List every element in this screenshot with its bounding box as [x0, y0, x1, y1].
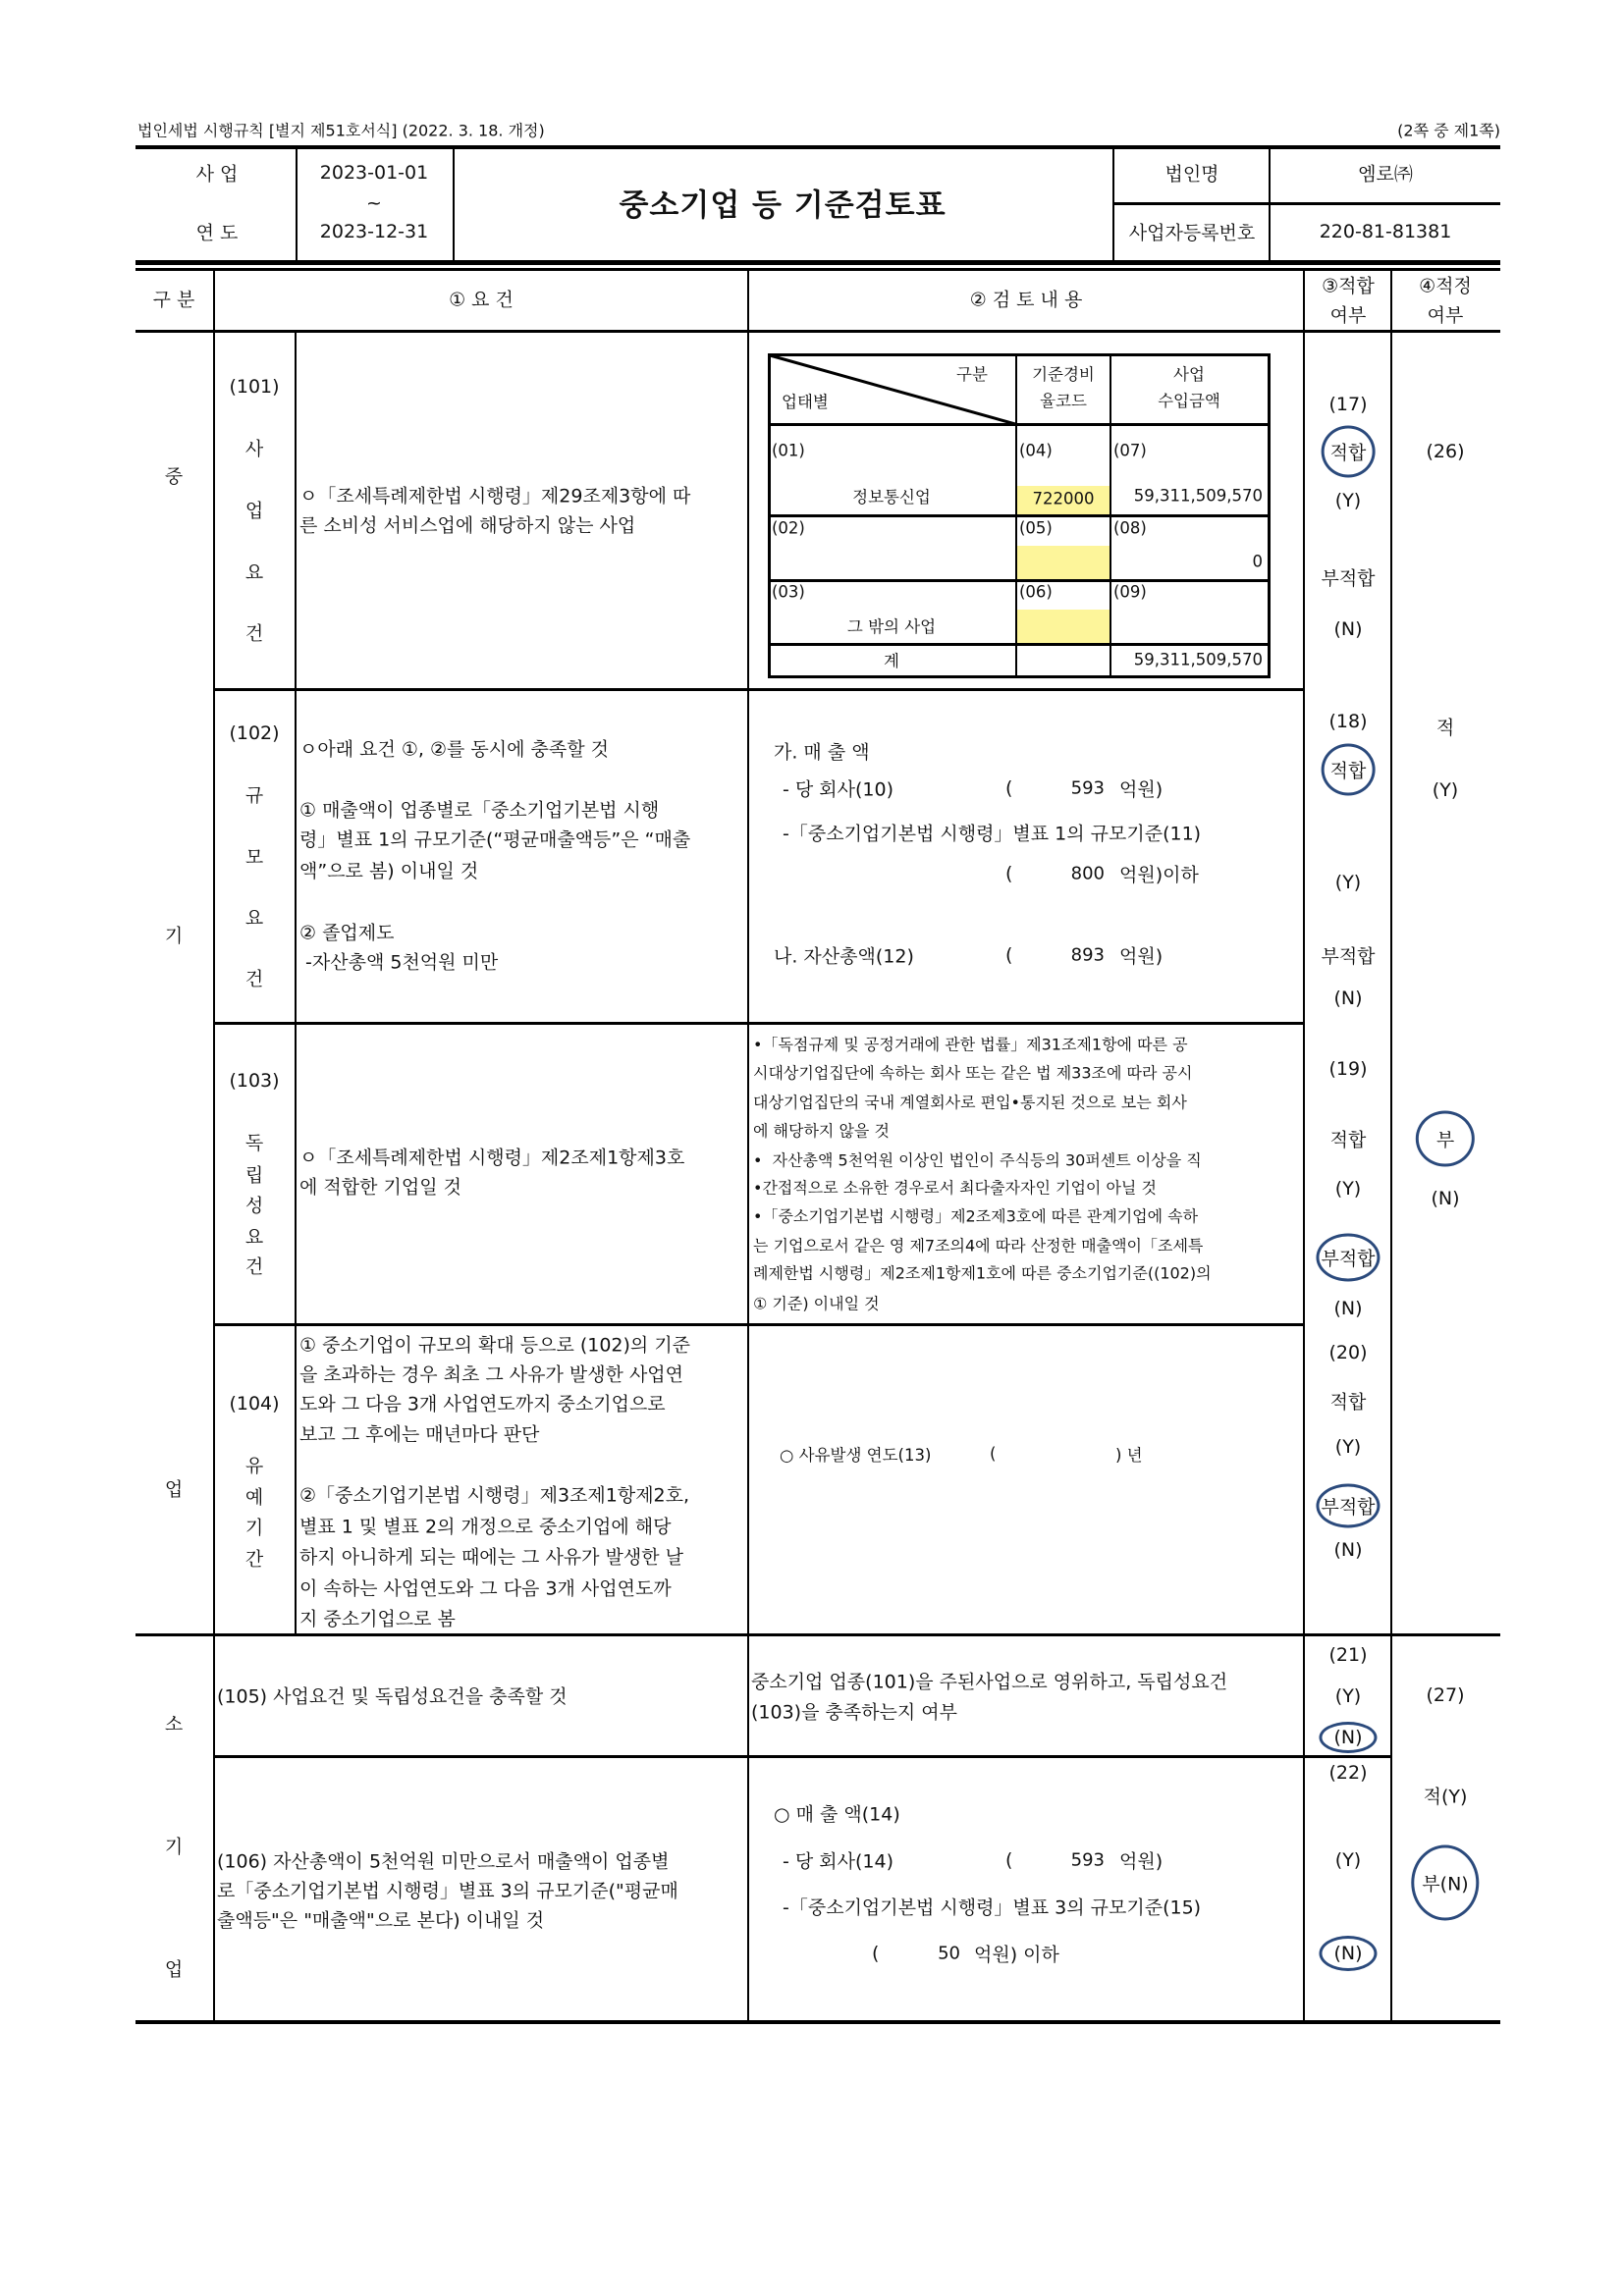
requirement-text: 출액등"은 "매출액"으로 본다) 이내일 것: [217, 1909, 545, 1932]
row-label-char: 요: [244, 907, 264, 930]
row-code: (101): [229, 376, 280, 398]
requirement-text: 이 속하는 사업연도와 그 다음 3개 사업연도까: [299, 1577, 672, 1600]
row-label-char: 독: [244, 1132, 264, 1154]
requirement-text: 하지 아니하게 되는 때에는 그 사유가 발생한 날: [299, 1546, 684, 1569]
period-end: 2023-12-31: [319, 221, 429, 242]
row-code: (104): [229, 1393, 280, 1415]
proper-no: (27): [1426, 1684, 1465, 1706]
fit-no-option[interactable]: 부적합: [1321, 567, 1376, 590]
criteria-label: -「중소기업기본법 시행령」별표 3의 규모기준(15): [783, 1896, 1202, 1919]
reg-no-label: 사업자등록번호: [1128, 222, 1256, 244]
requirement-text: ㅇ「조세특례제한법 시행령」제2조제1항제3호: [299, 1147, 685, 1169]
requirement-text: ㅇ아래 요건 ①, ②를 동시에 충족할 것: [299, 738, 609, 761]
review-text: •「중소기업기본법 시행령」제2조제3호에 따른 관계기업에 속하: [753, 1206, 1199, 1226]
requirement-text: 을 초과하는 경우 최초 그 사유가 발생한 사업연: [299, 1363, 684, 1386]
col-proper-2: 여부: [1427, 304, 1464, 327]
row-label-char: 간: [244, 1548, 264, 1571]
industry-name: 정보통신업: [852, 488, 931, 507]
cell-no: (06): [1019, 582, 1053, 602]
cell-no: (03): [772, 582, 805, 602]
fit-no: (17): [1328, 394, 1368, 415]
requirement-text: 른 소비성 서비스업에 해당하지 않는 사업: [299, 514, 636, 537]
period-start: 2023-01-01: [319, 162, 429, 184]
fit-y: (Y): [1334, 490, 1362, 511]
review-text: 례제한법 시행령」제2조제1항제1호에 따른 중소기업기준((102)의: [753, 1263, 1212, 1283]
row-label-char: 예: [244, 1486, 264, 1509]
col-fit-2: 여부: [1329, 304, 1367, 327]
requirement-text: 보고 그 후에는 매년마다 판단: [299, 1423, 540, 1446]
row-label-char: 요: [244, 561, 264, 584]
requirement-text: 지 중소기업으로 봄: [299, 1608, 456, 1630]
cell-no: (05): [1019, 518, 1053, 538]
fit-n: (N): [1333, 988, 1363, 1009]
review-text: •「독점규제 및 공정거래에 관한 법률」제31조제1항에 따른 공: [753, 1035, 1188, 1054]
fit-no: (20): [1328, 1342, 1368, 1363]
fit-no-selected[interactable]: 부적합: [1316, 1234, 1380, 1282]
revenue-amount: 59,311,509,570: [1133, 486, 1263, 506]
requirement-text: ㅇ「조세특례제한법 시행령」제29조제3항에 따: [299, 485, 691, 507]
unit: 억원) 이하: [974, 1944, 1059, 1966]
paren: (: [1005, 1849, 1013, 1871]
category-char: 업: [164, 1958, 184, 1981]
criteria-label: -「중소기업기본법 시행령」별표 1의 규모기준(11): [783, 823, 1202, 845]
period-tilde: ~: [366, 192, 382, 214]
proper-n: (N): [1431, 1188, 1460, 1209]
company-sales-label: - 당 회사(10): [783, 778, 893, 801]
fit-no: (19): [1328, 1058, 1368, 1080]
review-text: (103)을 충족하는지 여부: [751, 1701, 958, 1724]
grace-year-label: ○ 사유발생 연도(13): [780, 1446, 932, 1465]
row-label-char: 규: [244, 784, 264, 807]
proper-yes[interactable]: 적(Y): [1423, 1786, 1468, 1808]
paren: (: [990, 1444, 997, 1464]
review-text: 시대상기업집단에 속하는 회사 또는 같은 법 제33조에 따라 공시: [753, 1063, 1193, 1083]
cell-no: (09): [1113, 582, 1147, 602]
col-gubun: 구 분: [152, 289, 195, 311]
proper-no-selected[interactable]: 부(N): [1411, 1845, 1479, 1921]
industry-code: 722000: [1032, 489, 1095, 508]
proper-y: (Y): [1432, 779, 1459, 801]
unit: 억원)이하: [1119, 864, 1199, 886]
fit-n-selected[interactable]: (N): [1319, 1722, 1377, 1753]
requirement-text: ② 졸업제도: [299, 922, 395, 944]
review-text: •간접적으로 소유한 경우로서 최다출자자인 기업이 아닐 것: [753, 1178, 1157, 1198]
fit-y-option[interactable]: (Y): [1334, 1685, 1362, 1707]
company-sales-label: - 당 회사(14): [783, 1850, 893, 1873]
requirement-text: 도와 그 다음 3개 사업연도까지 중소기업으로: [299, 1393, 666, 1415]
requirement-text: -자산총액 5천억원 미만: [299, 951, 499, 974]
head-gubun: 구분: [956, 365, 988, 384]
fit-no-selected[interactable]: 부적합: [1316, 1484, 1380, 1528]
head-code: 기준경비: [1032, 365, 1095, 384]
requirement-text: ① 매출액이 업종별로「중소기업기본법 시행: [299, 799, 660, 822]
fit-yes-selected[interactable]: 적합: [1322, 426, 1376, 478]
fit-n-selected[interactable]: (N): [1319, 1936, 1377, 1971]
review-text: ① 기준) 이내일 것: [753, 1294, 880, 1313]
corp-name-label: 법인명: [1164, 163, 1219, 186]
fit-no: (18): [1328, 711, 1368, 732]
total-amount: 59,311,509,570: [1133, 650, 1263, 669]
head-code-2: 율코드: [1040, 392, 1087, 410]
fit-y: (Y): [1334, 872, 1362, 893]
row-label-char: 요: [244, 1226, 264, 1249]
requirement-text: 에 적합한 기업일 것: [299, 1176, 461, 1199]
company-sales-value: 593: [1070, 777, 1105, 799]
unit: 억원): [1119, 945, 1164, 968]
category-char: 중: [164, 465, 184, 488]
row-label-char: 건: [244, 968, 264, 990]
fit-y: (Y): [1334, 1436, 1362, 1458]
paren: (: [872, 1943, 880, 1964]
row-code: (103): [229, 1070, 280, 1092]
cell-no: (08): [1113, 518, 1147, 538]
fit-n: (N): [1333, 1298, 1363, 1319]
requirement-text: ②「중소기업기본법 시행령」제3조제1항제2호,: [299, 1484, 690, 1507]
review-text: 대상기업집단의 국내 계열회사로 편입•통지된 것으로 보는 회사: [753, 1093, 1187, 1112]
assets-label: 나. 자산총액(12): [774, 945, 914, 968]
cell-no: (04): [1019, 441, 1053, 460]
row-label-char: 업: [244, 500, 264, 522]
requirement-text: ① 중소기업이 규모의 확대 등으로 (102)의 기준: [299, 1334, 691, 1357]
row-label-char: 유: [244, 1455, 264, 1477]
fit-yes-option[interactable]: 적합: [1329, 1391, 1367, 1414]
total-label: 계: [884, 652, 899, 670]
head-amount-2: 수입금액: [1158, 392, 1220, 410]
corp-name: 엠로㈜: [1358, 163, 1413, 186]
fit-n: (N): [1333, 618, 1363, 640]
col-proper: ④적정: [1419, 275, 1472, 297]
fit-yes-selected[interactable]: 적합: [1322, 744, 1376, 796]
assets-value: 893: [1070, 944, 1105, 966]
fit-y: (Y): [1334, 1178, 1362, 1200]
review-text: 에 해당하지 않을 것: [753, 1121, 890, 1141]
category-char: 소: [164, 1713, 184, 1735]
review-text: 중소기업 업종(101)을 주된사업으로 영위하고, 독립성요건: [751, 1671, 1228, 1693]
row-label-char: 성: [244, 1195, 264, 1217]
sales-title: ○ 매 출 액(14): [774, 1803, 900, 1826]
head-amount: 사업: [1173, 365, 1205, 384]
cell-no: (02): [772, 518, 805, 538]
head-type: 업태별: [782, 393, 829, 411]
category-char: 기: [164, 925, 184, 947]
paren: (: [1005, 944, 1013, 966]
industry-name: 그 밖의 사업: [846, 617, 937, 636]
cell-no: (07): [1113, 441, 1147, 460]
review-text: 는 기업으로서 같은 영 제7조의4에 따라 산정한 매출액이「조세특: [753, 1236, 1204, 1255]
cell-no: (01): [772, 441, 805, 460]
fit-no-option[interactable]: 부적합: [1321, 945, 1376, 968]
col-fit: ③적합: [1322, 275, 1375, 297]
category-char: 기: [164, 1836, 184, 1858]
unit: 억원): [1119, 778, 1164, 801]
business-year-label-2: 연 도: [195, 222, 239, 244]
page-info: (2쪽 중 제1쪽): [1397, 121, 1500, 140]
fit-n: (N): [1333, 1539, 1363, 1561]
requirement-text: 별표 1 및 별표 2의 개정으로 중소기업에 해당: [299, 1516, 672, 1538]
company-sales-value: 593: [1070, 1849, 1105, 1871]
col-requirement: ① 요 건: [449, 289, 514, 311]
revenue-amount: 0: [1252, 552, 1263, 571]
row-label-char: 기: [244, 1517, 264, 1539]
proper-no: (26): [1426, 441, 1465, 462]
proper-yes[interactable]: 적: [1435, 717, 1455, 739]
row-label-char: 모: [244, 846, 264, 869]
grace-year-unit: ) 년: [1115, 1446, 1143, 1465]
criteria-value: 50: [938, 1943, 960, 1964]
proper-no-selected[interactable]: 부: [1416, 1111, 1475, 1167]
requirement-text: 령」별표 1의 규모기준(“평균매출액등”은 “매출: [299, 828, 691, 851]
reg-no: 220-81-81381: [1319, 221, 1452, 242]
fit-y-option[interactable]: (Y): [1334, 1849, 1362, 1871]
form-reference: 법인세법 시행규칙 [별지 제51호서식] (2022. 3. 18. 개정): [137, 121, 545, 140]
requirement-text: (106) 자산총액이 5천억원 미만으로서 매출액이 업종별: [217, 1850, 670, 1873]
category-char: 업: [164, 1478, 184, 1501]
paren: (: [1005, 777, 1013, 799]
requirement-text: 액”으로 봄) 이내일 것: [299, 860, 479, 882]
row-label-char: 건: [244, 622, 264, 645]
requirement-text: 로「중소기업기본법 시행령」별표 3의 규모기준("평균매: [217, 1880, 678, 1902]
sales-title: 가. 매 출 액: [774, 741, 870, 764]
business-year-label-1: 사 업: [195, 163, 239, 186]
col-review: ② 검 토 내 용: [969, 289, 1083, 311]
row-label-char: 립: [244, 1164, 264, 1187]
paren: (: [1005, 863, 1013, 884]
unit: 억원): [1119, 1850, 1164, 1873]
page-title: 중소기업 등 기준검토표: [619, 187, 947, 224]
row-label-char: 건: [244, 1255, 264, 1278]
criteria-value: 800: [1070, 863, 1105, 884]
row-code: (102): [229, 722, 280, 744]
requirement-text: (105) 사업요건 및 독립성요건을 충족할 것: [217, 1685, 568, 1708]
fit-no: (22): [1328, 1762, 1368, 1784]
fit-yes-option[interactable]: 적합: [1329, 1129, 1367, 1151]
review-text: • 자산총액 5천억원 이상인 법인이 주식등의 30퍼센트 이상을 직: [753, 1150, 1202, 1170]
row-label-char: 사: [244, 438, 264, 460]
fit-no: (21): [1328, 1644, 1368, 1666]
